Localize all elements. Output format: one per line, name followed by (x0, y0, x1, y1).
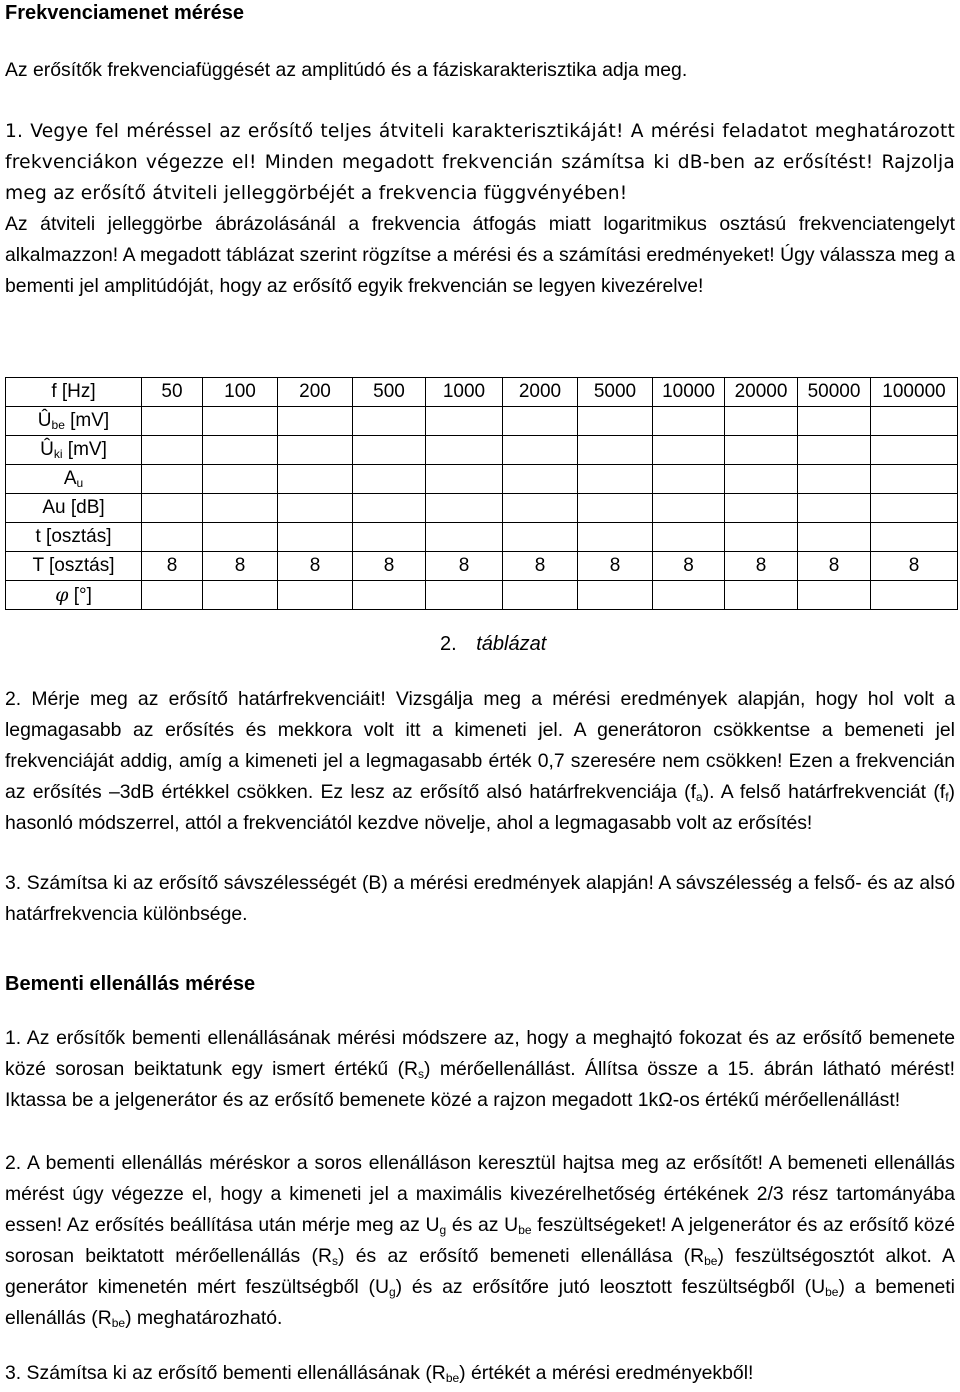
freq-cell: 500 (353, 378, 426, 407)
T-cell: 8 (725, 552, 798, 581)
T-cell: 8 (798, 552, 871, 581)
table-row-t (6, 523, 958, 552)
sub-g: g (439, 1223, 447, 1237)
task-2-text-1: 2. Mérje meg az erősítő határfrekvenciáit! Vizsgálja meg a mérési eredmények alapján, hogy hol volt a legmagasabb az erősítés és mekkora volt itt a kimeneti jel. A generátoron csökkentse a bemeneti jel frekvenciáját addig, amíg a kimeneti jel a legmagasabb érték 0,7 szeresére nem csökken! Ezen a frekvencián az erősítés –3dB értékkel csökken. Ez lesz az erősítő alsó határfrekvenciája (f (5, 688, 955, 803)
phi-symbol: φ (55, 583, 69, 606)
input-task-2-text-h: ) meghatározható. (125, 1307, 283, 1329)
intro-paragraph: Az erősítők frekvenciafüggését az amplitúdó és a fáziskarakterisztika adja meg. (5, 59, 688, 81)
task-1-paragraph-b (5, 178, 955, 209)
table-header-frequency: f [Hz] (6, 378, 142, 407)
input-task-2-text-b: és az U (446, 1214, 519, 1236)
row-label-t: t [osztás] (6, 523, 142, 552)
T-cell: 8 (503, 552, 578, 581)
label-sub: u (76, 476, 84, 490)
label-main: Û (37, 410, 52, 431)
row-label-ube (6, 407, 142, 436)
task-1-paragraph-a: 1. Vegye fel méréssel az erősítő teljes átviteli karakterisztikáját! A mérési feladatot meghatározott frekvenciákon végezze el! Minden megadott frekvencián számítsa ki dB-ben az erősítést! Rajzolja meg az erősítő átviteli jelleggörbéjét a frekvencia függvényében! (5, 121, 955, 204)
task-3-paragraph: 3. Számítsa ki az erősítő sávszélességét (B) a mérési eredmények alapján! A sávszélesség a felső- és az alsó határfrekvencia különbsége. (5, 872, 955, 925)
sub-be: be (704, 1254, 718, 1268)
input-task-2-text-a: 2. A bementi ellenállás méréskor a soros ellenálláson keresztül hajtsa meg az erősítőt! A bemeneti ellenállás mérést úgy végezze el, hogy a kimeneti jel a maximális kivezérelhetőség értékének 2/3 rész tartományába essen! Az erősítés beállítása után mérje meg az U (5, 1152, 955, 1236)
task-2-text-2: ). A felső határfrekvenciát (f (702, 781, 946, 803)
freq-cell: 100 (203, 378, 278, 407)
task-2-paragraph (5, 684, 955, 839)
freq-cell: 100000 (871, 378, 958, 407)
freq-cell: 5000 (578, 378, 653, 407)
sub-g: g (388, 1285, 396, 1299)
input-task-1-text-b: ) mérőellenállást. Állítsa össze a 15. ábrán látható mérést! Iktassa be a jelgenerátor és az erősítő bemenete közé a rajzon megadott 1kΩ-os értékű mérőellenállást! (5, 1058, 956, 1111)
row-label-uki (6, 436, 142, 465)
caption-text: táblázat (476, 633, 547, 655)
freq-cell: 50 (142, 378, 203, 407)
section-title-frequency-response: Frekvenciamenet mérése (5, 2, 245, 24)
input-task-2-paragraph (5, 1148, 955, 1334)
input-task-2-text-d: ) és az erősítő bemeneti ellenállása (R (337, 1245, 705, 1267)
freq-cell: 200 (278, 378, 353, 407)
T-cell: 8 (203, 552, 278, 581)
input-task-1-text-a: 1. Az erősítők bementi ellenállásának mérési módszere az, hogy a meghajtó fokozat és az erősítő bemenete közé sorosan beiktatunk egy ismert értékű (R (5, 1027, 955, 1080)
T-cell: 8 (278, 552, 353, 581)
input-task-2-text-f: ) és az erősítőre jutó leosztott feszültségből (U (395, 1276, 826, 1298)
sub-be: be (518, 1223, 532, 1237)
task-1-paragraph-b-text: Az átviteli jelleggörbe ábrázolásánál a frekvencia átfogás miatt logaritmikus osztású frekvenciatengelyt alkalmazzon! A megadott táblázat szerint rögzítse a mérési és a számítási eredményeket! Úgy válassza meg a bementi jel amplitúdóját, hogy az erősítő egyik frekvencián se legyen kivezérelve! (5, 213, 955, 297)
sub-s: s (331, 1254, 338, 1268)
input-task-3-paragraph (5, 1358, 955, 1389)
table-row-au (6, 465, 958, 494)
section-title-input-resistance: Bementi ellenállás mérése (5, 973, 256, 995)
sub-be: be (445, 1371, 460, 1385)
input-task-2-text-e: ) feszültségosztót alkot. A generátor kimenetén mért feszültségből (U (5, 1245, 955, 1298)
T-cell: 8 (653, 552, 725, 581)
freq-cell: 50000 (798, 378, 871, 407)
label-unit: [mV] (62, 439, 107, 460)
row-label-au-db: Au [dB] (6, 494, 142, 523)
label-main: A (63, 468, 77, 489)
input-task-3-text-b: ) értékét a mérési eredményekből! (459, 1362, 754, 1384)
row-label-phi (6, 581, 142, 610)
freq-cell: 1000 (426, 378, 503, 407)
sub-be: be (111, 1316, 126, 1330)
freq-cell: 2000 (503, 378, 578, 407)
row-label-au (6, 465, 142, 494)
caption-number: 2. (440, 633, 457, 655)
frequency-measurement-table (5, 377, 958, 610)
table-row-uki (6, 436, 958, 465)
label-sub: ki (53, 447, 63, 461)
T-cell: 8 (142, 552, 203, 581)
sub-s: s (418, 1067, 425, 1081)
task-2-text-3: ) hasonló módszerrel, attól a frekvenciától kezdve növelje, ahol a legmagasabb volt az erősítés! (5, 781, 955, 834)
input-task-3-text-a: 3. Számítsa ki az erősítő bementi ellenállásának (R (5, 1362, 446, 1384)
table-row-phi (6, 581, 958, 610)
row-label-T: T [osztás] (6, 552, 142, 581)
input-task-2-text-c: feszültségeket! A jelgenerátor és az erősítő közé sorosan beiktatott mérőellenállás (R (5, 1214, 956, 1267)
sub-a: a (696, 790, 703, 804)
table-row-T (6, 552, 958, 581)
input-task-2-text-g: ) a bemeneti ellenállás (R (5, 1276, 955, 1329)
input-task-1-paragraph (5, 1023, 955, 1116)
label-main: Û (40, 439, 54, 460)
label-sub: be (51, 418, 65, 432)
T-cell: 8 (578, 552, 653, 581)
label-unit: [°] (68, 584, 92, 606)
T-cell: 8 (426, 552, 503, 581)
table-caption (440, 633, 546, 656)
sub-f: f (945, 790, 949, 804)
freq-cell: 10000 (653, 378, 725, 407)
T-cell: 8 (353, 552, 426, 581)
sub-be: be (825, 1285, 839, 1299)
freq-cell: 20000 (725, 378, 798, 407)
label-unit: [mV] (64, 410, 110, 431)
T-cell: 8 (871, 552, 958, 581)
table-row-frequency (6, 378, 958, 407)
table-row-au-db (6, 494, 958, 523)
table-row-ube (6, 407, 958, 436)
